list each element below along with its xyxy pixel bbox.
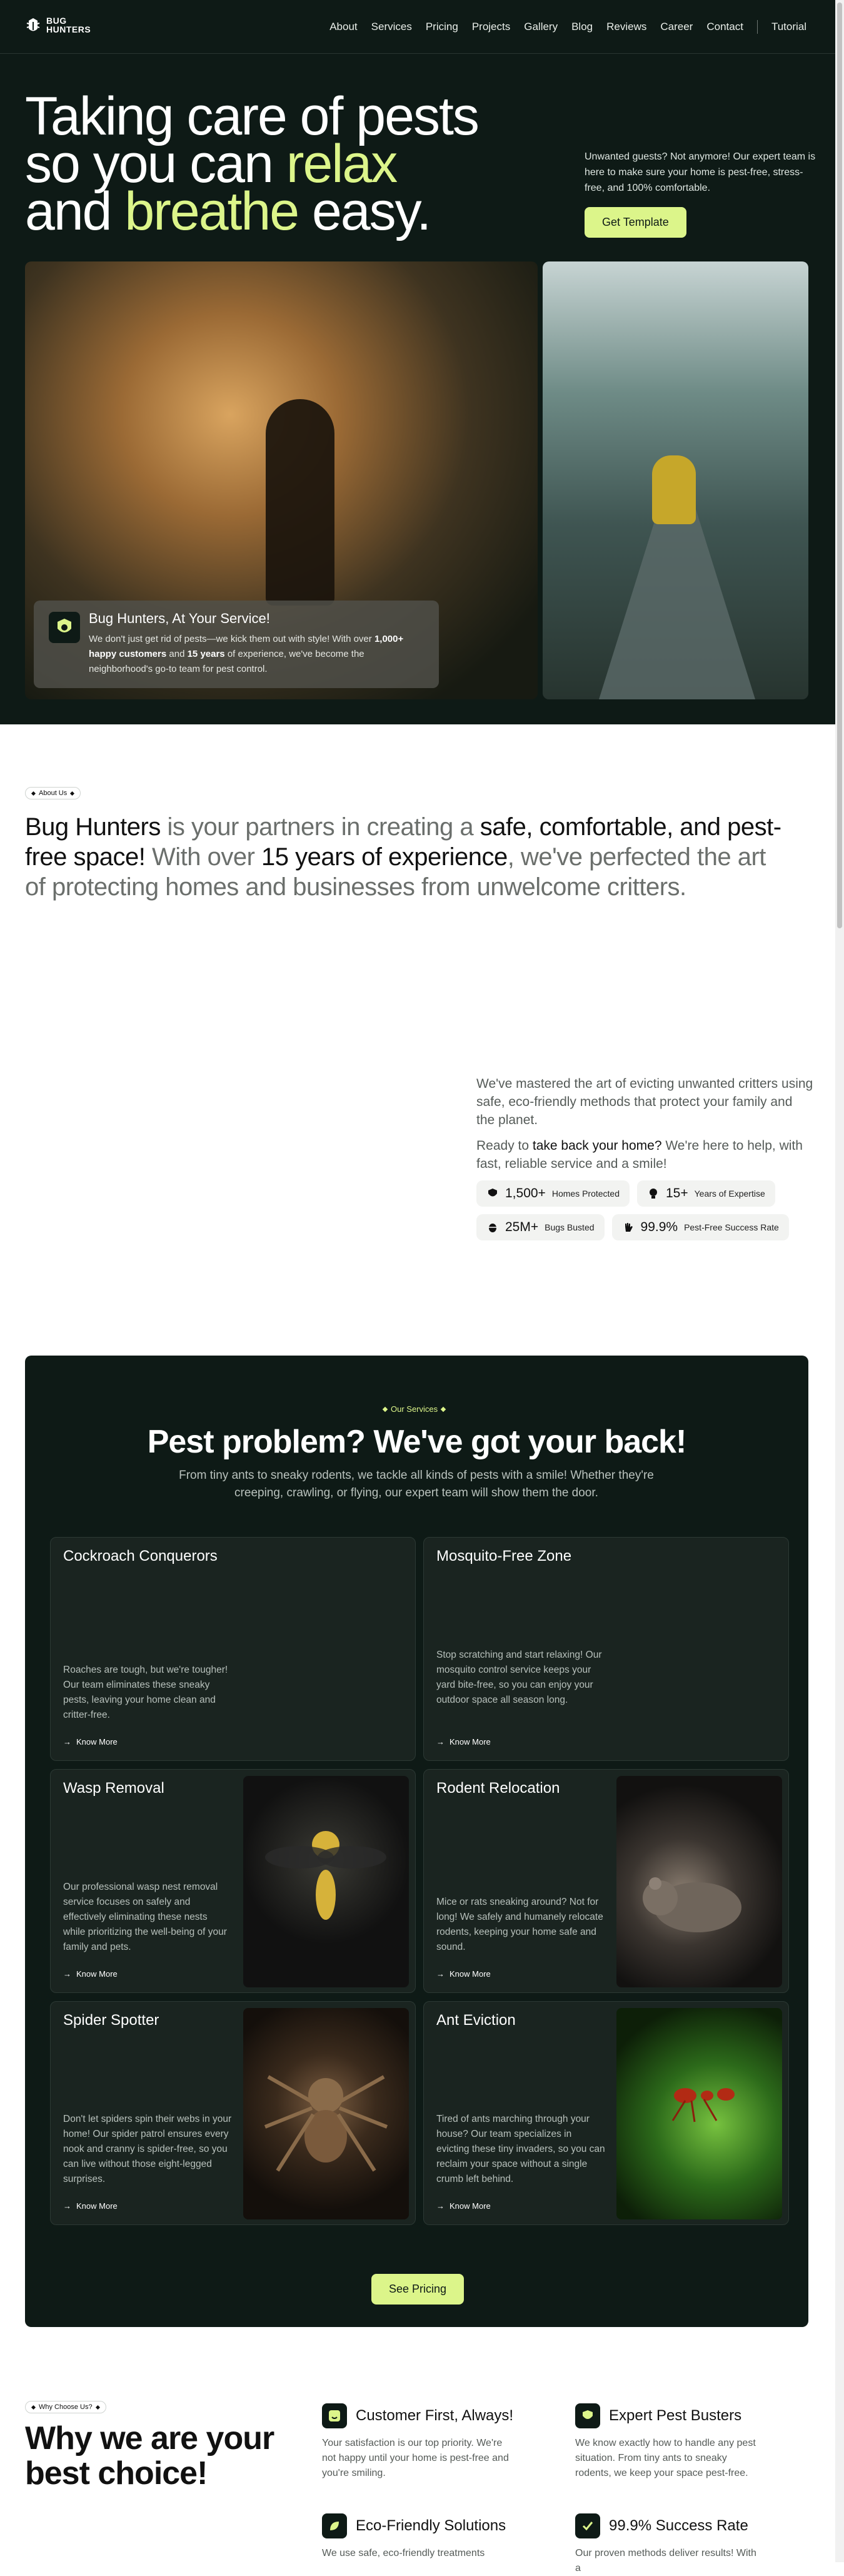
hero-card-title: Bug Hunters, At Your Service! — [89, 611, 270, 626]
hero-title-easy: easy. — [298, 181, 431, 241]
stat-number: 1,500+ — [505, 1186, 546, 1200]
shield-icon — [486, 1187, 499, 1200]
technician-silhouette — [266, 399, 334, 606]
service-card-desc: Stop scratching and start relaxing! Our mosquito control service keeps your yard bite-free, so you can enjoy your outdoor space all season long. — [436, 1650, 602, 1705]
arrow-right-icon: → — [436, 1737, 445, 1747]
know-more-link[interactable]: → Know More — [436, 1737, 491, 1747]
feature-desc: We use safe, eco-friendly treatments — [322, 2548, 485, 2558]
services-title: Pest problem? We've got your back! — [147, 1424, 686, 1460]
logo-line-2: HUNTERS — [46, 24, 91, 34]
stat-number: 99.9% — [640, 1220, 678, 1234]
shield-check-icon — [575, 2403, 600, 2428]
hero-info-card — [34, 601, 439, 688]
nav-links — [329, 20, 806, 34]
get-template-button[interactable]: Get Template — [585, 207, 686, 238]
stat-years — [637, 1180, 775, 1207]
nav-projects[interactable]: Projects — [471, 21, 511, 33]
services-subtitle: From tiny ants to sneaky rodents, we tackle all kinds of pests with a smile! Whether they're creeping, crawling, or flying, our expert team will show them the door. — [179, 1469, 654, 1499]
hero-title-relax: relax — [286, 134, 397, 194]
about-pill: About Us — [25, 787, 81, 799]
service-card-rodent[interactable] — [423, 1769, 789, 1993]
stat-success — [612, 1214, 789, 1240]
hero-side-text: Unwanted guests? Not anymore! Our expert team is here to make sure your home is pest-free, stress-free, and 100% comfortable. — [585, 151, 816, 193]
stat-label: Pest-Free Success Rate — [684, 1222, 779, 1232]
service-card-desc: Mice or rats sneaking around? Not for long! We safely and humanely relocate rodents, keeping your home safe and sound. — [436, 1897, 603, 1952]
about-details — [476, 1075, 814, 1240]
stat-label: Homes Protected — [551, 1189, 620, 1199]
know-more-link[interactable]: → Know More — [436, 2201, 491, 2211]
logo[interactable] — [25, 16, 91, 34]
wasp-image — [243, 1776, 409, 1987]
checkmark-icon — [575, 2513, 600, 2538]
services-section — [25, 1356, 808, 2327]
services-pill: Our Services — [383, 1404, 445, 1414]
arrow-right-icon: → — [63, 1969, 71, 1979]
stat-label: Years of Expertise — [694, 1189, 765, 1199]
arrow-right-icon: → — [63, 2201, 71, 2211]
service-card-desc: Tired of ants marching through your house? Our team specializes in evicting these tiny invaders, so you can reclaim your space without a single crumb left behind. — [436, 2114, 605, 2184]
hero-title-line-3: and — [25, 181, 125, 241]
know-more-link[interactable]: → Know More — [436, 1969, 491, 1979]
feature-success — [575, 2513, 800, 2576]
nav-pricing[interactable]: Pricing — [425, 21, 458, 33]
shield-bug-icon — [49, 612, 80, 643]
service-card-title: Ant Eviction — [436, 2012, 516, 2029]
stat-homes — [476, 1180, 630, 1207]
service-card-spider[interactable] — [50, 2001, 416, 2225]
service-card-title: Rodent Relocation — [436, 1780, 560, 1797]
hero-image-sprayer-path — [543, 261, 808, 699]
arrow-right-icon: → — [436, 2201, 445, 2211]
bulb-icon — [647, 1187, 660, 1200]
nav-divider — [757, 20, 758, 34]
service-card-desc: Roaches are tough, but we're tougher! Our team eliminates these sneaky pests, leaving your home clean and critter-free. — [63, 1665, 228, 1720]
leaf-icon — [322, 2513, 347, 2538]
hero-title-breathe: breathe — [124, 181, 299, 241]
nav-gallery[interactable]: Gallery — [524, 21, 558, 33]
about-paragraph-1: We've mastered the art of evicting unwanted critters using safe, eco-friendly methods that protect your family and the planet. — [476, 1077, 813, 1127]
service-card-wasp[interactable] — [50, 1769, 416, 1993]
why-pill: Why Choose Us? — [25, 2401, 106, 2413]
service-card-cockroach[interactable] — [50, 1537, 416, 1761]
about-statement: Bug Hunters is your partners in creating a safe, comfortable, and pest-free space! With over 15 years of experience, we've perfected the art of protecting homes and businesses from unwelcome critters. — [25, 813, 781, 901]
service-card-desc: Don't let spiders spin their webs in your home! Our spider patrol ensures every nook and cranny is spider-free, so you can live without those eight-legged surprises. — [63, 2114, 232, 2184]
why-title: Why we are your best choice! — [25, 2420, 274, 2492]
feature-desc: We know exactly how to handle any pest situation. From tiny ants to sneaky rodents, we keep your space pest-free. — [575, 2438, 756, 2478]
diamond-icon — [383, 1406, 388, 1411]
garden-path — [599, 499, 755, 699]
page-scrollbar[interactable] — [835, 0, 844, 2562]
stat-label: Bugs Busted — [545, 1222, 595, 1232]
sprayer-worker — [652, 455, 696, 524]
diamond-icon — [31, 791, 36, 795]
arrow-right-icon: → — [436, 1969, 445, 1979]
feature-desc: Our proven methods deliver results! With a — [575, 2548, 756, 2573]
hand-icon — [622, 1221, 635, 1234]
feature-expert — [575, 2403, 800, 2481]
hero-side — [585, 149, 816, 238]
service-card-title: Cockroach Conquerors — [63, 1548, 218, 1564]
scrollbar-thumb[interactable] — [837, 3, 842, 928]
stat-bugs — [476, 1214, 605, 1240]
hero-title — [25, 86, 500, 241]
stat-number: 25M+ — [505, 1220, 539, 1234]
nav-reviews[interactable]: Reviews — [606, 21, 647, 33]
bug-logo-icon — [25, 16, 41, 34]
feature-title: Expert Pest Busters — [609, 2407, 742, 2424]
nav-about[interactable]: About — [329, 21, 358, 33]
ant-image — [616, 2008, 782, 2219]
feature-desc: Your satisfaction is our top priority. We're not happy until your home is pest-free and you're smiling. — [322, 2438, 509, 2478]
diamond-icon — [70, 791, 74, 795]
feature-customer-first — [322, 2403, 547, 2481]
know-more-link[interactable]: → Know More — [63, 1737, 118, 1747]
feature-eco — [322, 2513, 547, 2561]
logo-line-1: BUG — [46, 16, 67, 26]
about-paragraph-2: Ready to take back your home? We're here to help, with fast, reliable service and a smile! — [476, 1138, 803, 1171]
see-pricing-button[interactable]: See Pricing — [371, 2274, 464, 2305]
hero-card-text: We don't just get rid of pests—we kick them out with style! With over 1,000+ happy customers and 15 years of experience, we've become the neighborhood's go-to team for pest control. — [89, 634, 404, 674]
nav-services[interactable]: Services — [371, 21, 412, 33]
diamond-icon — [96, 2405, 100, 2409]
feature-title: Customer First, Always! — [356, 2407, 514, 2424]
know-more-link[interactable]: → Know More — [63, 1969, 118, 1979]
service-card-title: Spider Spotter — [63, 2012, 159, 2029]
nav-contact[interactable]: Contact — [706, 21, 743, 33]
hero-title-line-2: so you can — [25, 134, 286, 194]
bug-icon — [486, 1221, 499, 1234]
hero-title-line-1: Taking care of pests — [25, 86, 478, 146]
spider-image — [243, 2008, 409, 2219]
service-card-title: Mosquito-Free Zone — [436, 1548, 572, 1564]
arrow-right-icon: → — [63, 1737, 71, 1747]
smile-icon — [322, 2403, 347, 2428]
nav-tutorial[interactable]: Tutorial — [771, 21, 806, 33]
feature-title: 99.9% Success Rate — [609, 2517, 748, 2534]
rodent-image — [616, 1776, 782, 1987]
stat-number: 15+ — [666, 1186, 688, 1200]
service-card-desc: Our professional wasp nest removal service focuses on safely and effectively eliminating these nests while prioritizing the well-being of your family and pets. — [63, 1882, 227, 1952]
top-navbar — [0, 0, 844, 54]
service-card-ant[interactable] — [423, 2001, 789, 2225]
stats-list — [476, 1180, 814, 1240]
nav-career[interactable]: Career — [660, 21, 693, 33]
hero-section — [0, 0, 844, 724]
feature-title: Eco-Friendly Solutions — [356, 2517, 506, 2534]
diamond-icon — [441, 1406, 446, 1411]
service-card-mosquito[interactable] — [423, 1537, 789, 1761]
diamond-icon — [31, 2405, 36, 2409]
know-more-link[interactable]: → Know More — [63, 2201, 118, 2211]
service-card-title: Wasp Removal — [63, 1780, 164, 1797]
nav-blog[interactable]: Blog — [571, 21, 593, 33]
